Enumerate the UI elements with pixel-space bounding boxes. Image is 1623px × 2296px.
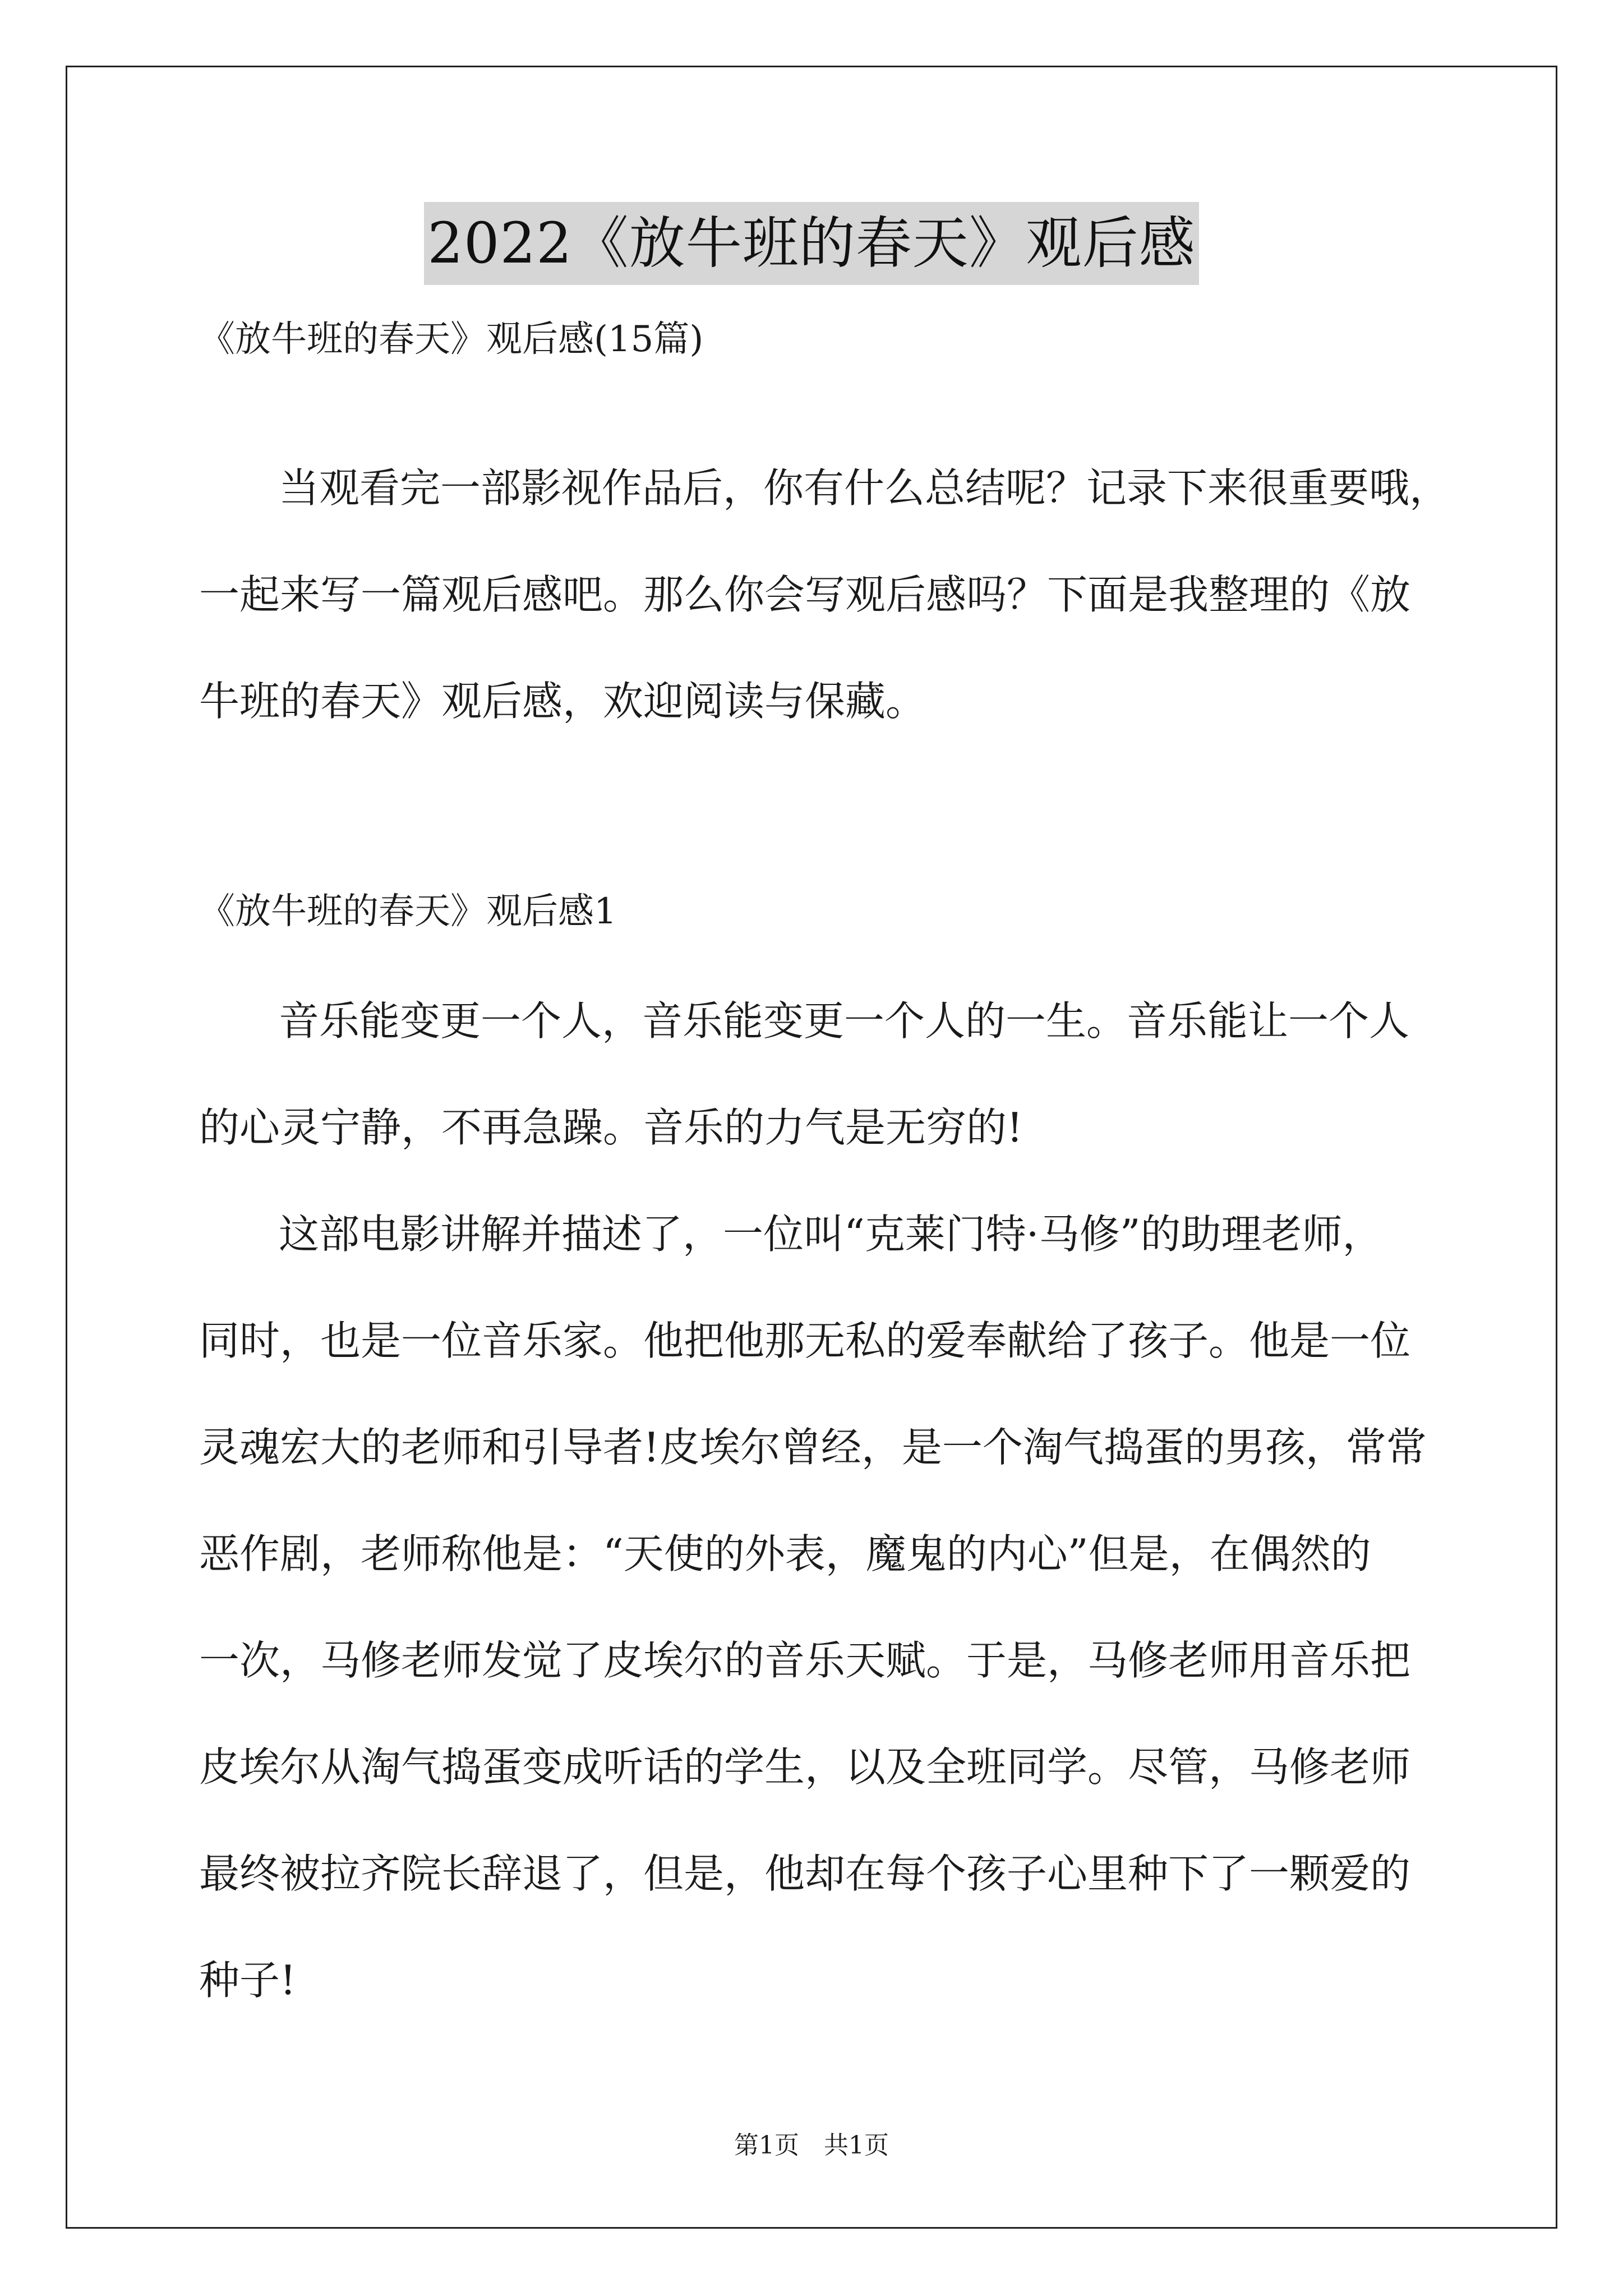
intro-line: 当观看完一部影视作品后，你有什么总结呢？记录下来很重要哦，: [279, 464, 1450, 512]
page-footer: 第1页 共1页: [734, 2131, 889, 2160]
intro-line: 牛班的春天》观后感，欢迎阅读与保藏。: [199, 678, 926, 725]
intro-line: 一起来写一篇观后感吧。那么你会写观后感吗？下面是我整理的《放: [199, 571, 1411, 618]
document-title: 2022《放牛班的春天》观后感: [424, 202, 1199, 285]
document-subtitle: 《放牛班的春天》观后感(15篇): [199, 319, 704, 360]
paragraph-line: 的心灵宁静，不再急躁。音乐的力气是无穷的!: [199, 1104, 1023, 1151]
title-wrap: [0, 202, 1623, 285]
paragraph-line: 皮埃尔从淘气捣蛋变成听话的学生，以及全班同学。尽管，马修老师: [199, 1743, 1411, 1791]
section-heading: 《放牛班的春天》观后感1: [199, 891, 617, 932]
paragraph-line: 音乐能变更一个人，音乐能变更一个人的一生。音乐能让一个人: [279, 997, 1410, 1045]
paragraph-line: 这部电影讲解并描述了，一位叫“克莱门特·马修”的助理老师，: [279, 1211, 1383, 1258]
paragraph-line: 灵魂宏大的老师和引导者!皮埃尔曾经，是一个淘气捣蛋的男孩，常常: [199, 1424, 1427, 1471]
paragraph-line: 最终被拉齐院长辞退了，但是，他却在每个孩子心里种下了一颗爱的: [199, 1850, 1411, 1897]
paragraph-line: 同时，也是一位音乐家。他把他那无私的爱奉献给了孩子。他是一位: [199, 1317, 1411, 1364]
paragraph-line: 恶作剧，老师称他是：“天使的外表，魔鬼的内心”但是，在偶然的: [199, 1530, 1371, 1577]
paragraph-line: 一次，马修老师发觉了皮埃尔的音乐天赋。于是，马修老师用音乐把: [199, 1637, 1411, 1684]
paragraph-line: 种子!: [199, 1957, 296, 2004]
